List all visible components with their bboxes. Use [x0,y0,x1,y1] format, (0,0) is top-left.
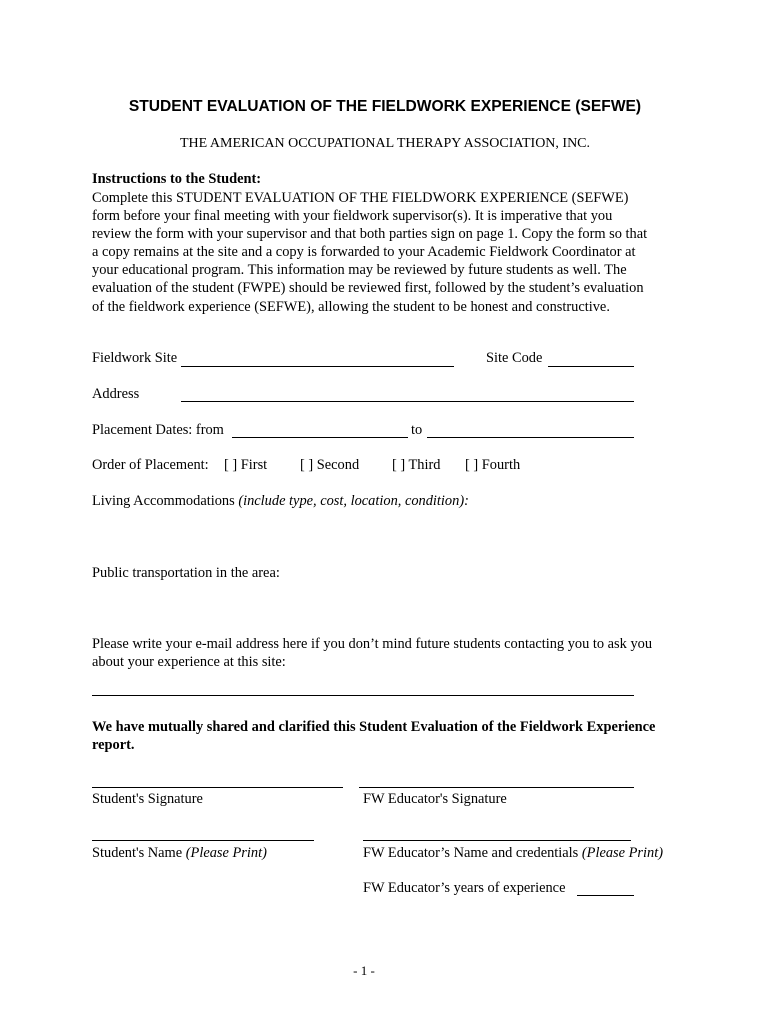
email-prompt-line2: about your experience at this site: [92,654,286,670]
placement-to-field[interactable] [427,437,634,438]
email-field[interactable] [92,695,634,696]
site-code-label: Site Code [486,350,543,366]
living-accommodations-text: Living Accommodations [92,493,235,509]
student-signature-field[interactable] [92,787,343,788]
address-label: Address [92,386,140,402]
public-transportation-label: Public transportation in the area: [92,565,280,581]
placement-from-field[interactable] [232,437,408,438]
order-third-checkbox[interactable]: [ ] Third [392,457,441,473]
student-signature-label: Student's Signature [92,791,203,807]
order-second-checkbox[interactable]: [ ] Second [300,457,360,473]
instructions-line: Complete this STUDENT EVALUATION OF THE FIELDWORK EXPERIENCE (SEFWE) [92,190,629,206]
order-fourth-checkbox[interactable]: [ ] Fourth [465,457,521,473]
student-name-label [92,845,267,862]
instructions-line: evaluation of the student (FWPE) should be reviewed first, followed by the student’s evaluation [92,280,644,297]
page-number: - 1 - [353,963,375,978]
educator-name-text: FW Educator’s Name and credentials [363,845,579,861]
living-accommodations-label [92,493,469,510]
site-code-field[interactable] [548,366,634,367]
agreement-line1: We have mutually shared and clarified this Student Evaluation of the Fieldwork Experience [92,719,656,735]
form-title: STUDENT EVALUATION OF THE FIELDWORK EXPERIENCE (SEFWE) [128,98,642,115]
fieldwork-site-label: Fieldwork Site [92,350,178,366]
instructions-line: review the form with your supervisor and that both parties sign on page 1. Copy the form so that [92,226,648,243]
educator-signature-label: FW Educator's Signature [363,791,507,807]
student-name-field[interactable] [92,840,314,841]
placement-to-label: to [411,422,423,438]
placement-dates-label: Placement Dates: from [92,422,224,438]
email-prompt-line1: Please write your e-mail address here if you don’t mind future students contacting you to ask you [92,636,653,652]
educator-name-field[interactable] [363,840,631,841]
educator-name-label [363,845,663,862]
instructions-line: form before your final meeting with your fieldwork supervisor(s). It is imperative that you [92,208,613,225]
educator-name-note: (Please Print) [581,845,663,861]
instructions-line: of the fieldwork experience (SEFWE), allowing the student to be honest and constructive. [92,298,610,315]
educator-years-field[interactable] [577,895,634,896]
organization-name: THE AMERICAN OCCUPATIONAL THERAPY ASSOCIATION, INC. [179,136,591,151]
student-name-text: Student's Name [92,845,183,861]
educator-years-label: FW Educator’s years of experience [363,880,566,896]
instructions-heading: Instructions to the Student: [92,171,262,187]
order-of-placement-label: Order of Placement: [92,457,209,473]
fieldwork-site-field[interactable] [181,366,454,367]
educator-signature-field[interactable] [359,787,634,788]
instructions-body [92,189,682,316]
address-field[interactable] [181,401,634,402]
living-accommodations-note: (include type, cost, location, condition): [238,493,469,509]
instructions-line: your educational program. This information may be reviewed by future students as well. The [92,262,627,279]
order-first-checkbox[interactable]: [ ] First [224,457,268,473]
student-name-note: (Please Print) [185,845,267,861]
agreement-line2: report. [92,737,135,753]
instructions-line: a copy remains at the site and a copy is forwarded to your Academic Fieldwork Coordinator at [92,244,636,261]
